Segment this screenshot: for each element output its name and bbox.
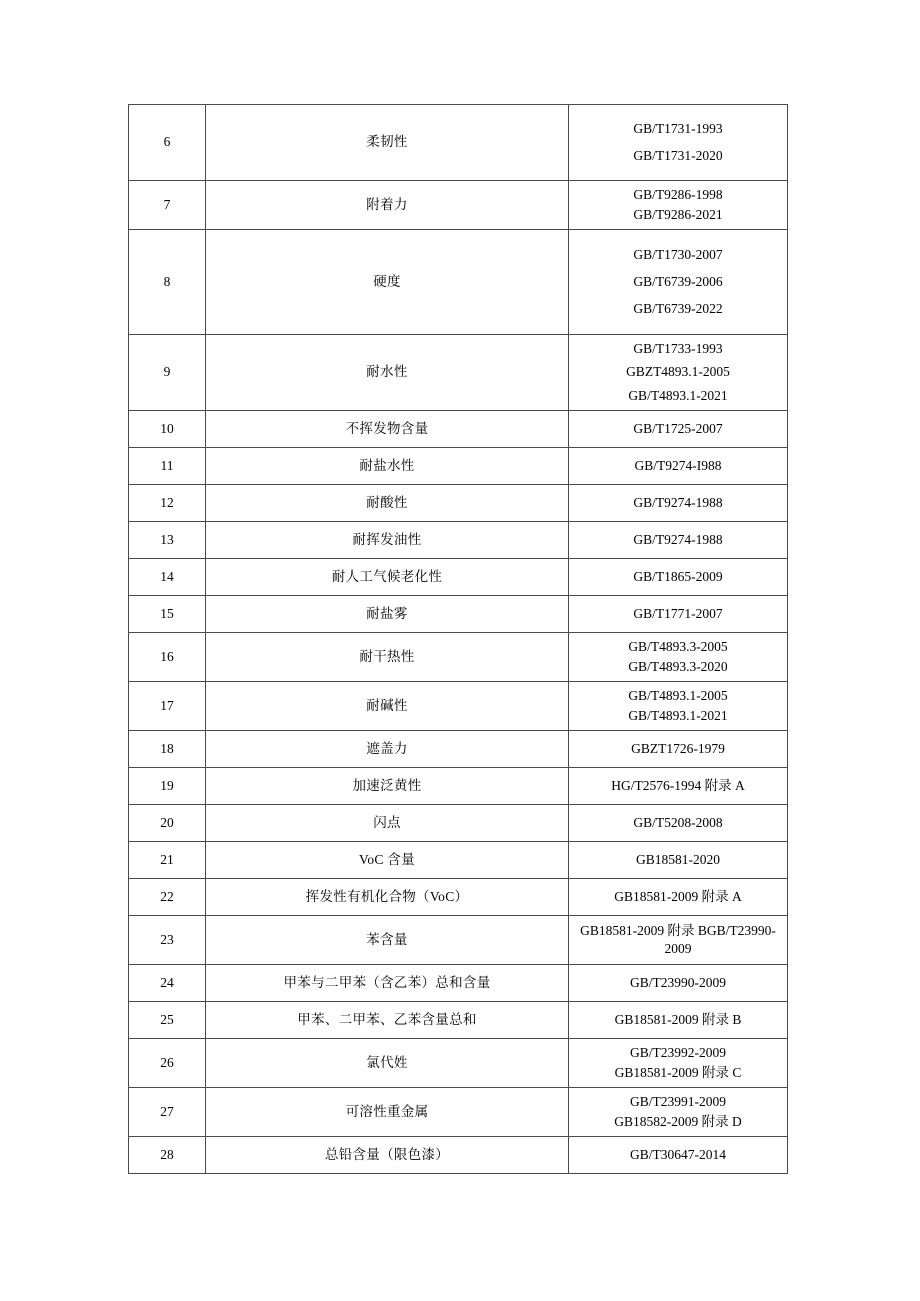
row-index-cell: 23 — [129, 916, 206, 965]
standard-reference: HG/T2576-1994 附录 A — [611, 777, 745, 793]
row-index-cell: 15 — [129, 596, 206, 633]
row-index-cell: 27 — [129, 1088, 206, 1137]
table-row — [129, 411, 788, 448]
table-row — [129, 1088, 788, 1137]
standard-reference: GB/T6739-2022 — [633, 301, 723, 317]
row-index-cell: 7 — [129, 181, 206, 230]
standard-reference-cell — [569, 916, 788, 965]
row-index-cell: 9 — [129, 335, 206, 411]
standard-reference-cell — [569, 485, 788, 522]
standard-reference: GB/T4893.3-2020 — [628, 658, 728, 674]
standard-reference-cell — [569, 522, 788, 559]
standard-reference-cell — [569, 596, 788, 633]
standard-reference: GB/T4893.1-2021 — [628, 387, 728, 403]
row-index-cell: 17 — [129, 682, 206, 731]
standard-reference: GB/T23992-2009 — [630, 1045, 726, 1061]
table-row — [129, 335, 788, 411]
inspection-item-cell: 耐盐水性 — [206, 448, 569, 485]
standard-reference: GB18581-2009 附录 B — [614, 1011, 742, 1027]
standard-reference: GB/T23990-2009 — [630, 974, 726, 990]
table-row — [129, 522, 788, 559]
inspection-item-cell: 闪点 — [206, 805, 569, 842]
inspection-item-cell: 柔韧性 — [206, 105, 569, 181]
row-index-cell: 13 — [129, 522, 206, 559]
standard-reference: GB18581-2009 附录 BGB/T23990-2009 — [580, 922, 776, 956]
row-index-cell: 24 — [129, 965, 206, 1002]
row-index-cell: 18 — [129, 731, 206, 768]
inspection-item-cell: 甲苯、二甲苯、乙苯含量总和 — [206, 1002, 569, 1039]
table-body — [129, 105, 788, 1174]
table-row — [129, 1002, 788, 1039]
inspection-item-cell: 耐干热性 — [206, 633, 569, 682]
standard-reference: GB/T1865-2009 — [633, 568, 723, 584]
test-methods-table — [128, 104, 788, 1174]
standard-reference-cell — [569, 105, 788, 181]
table-row — [129, 1039, 788, 1088]
standard-reference: GB/T6739-2006 — [633, 273, 723, 289]
standard-reference: GB/T4893.1-2005 — [628, 688, 728, 704]
standard-reference: GB/T5208-2008 — [633, 814, 723, 830]
row-index-cell: 10 — [129, 411, 206, 448]
table-row — [129, 1137, 788, 1174]
row-index-cell: 8 — [129, 230, 206, 335]
table-row — [129, 230, 788, 335]
inspection-item-cell: 耐水性 — [206, 335, 569, 411]
standard-reference: GB/T1771-2007 — [633, 605, 723, 621]
standard-reference: GB/T9286-2021 — [633, 206, 723, 222]
standard-reference: GB/T1733-1993 — [633, 341, 723, 357]
standard-reference-cell — [569, 965, 788, 1002]
inspection-item-cell: 不挥发物含量 — [206, 411, 569, 448]
standard-reference: GB/T9286-1998 — [633, 187, 723, 203]
inspection-item-cell: 甲苯与二甲苯（含乙苯）总和含量 — [206, 965, 569, 1002]
table-row — [129, 448, 788, 485]
inspection-item-cell: 硬度 — [206, 230, 569, 335]
standard-reference: GB18582-2009 附录 D — [614, 1113, 742, 1129]
row-index-cell: 26 — [129, 1039, 206, 1088]
inspection-item-cell: 附着力 — [206, 181, 569, 230]
inspection-item-cell: 耐碱性 — [206, 682, 569, 731]
standard-reference: GB18581-2009 附录 A — [614, 888, 742, 904]
standard-reference: GBZT1726-1979 — [631, 740, 725, 756]
table-row — [129, 596, 788, 633]
table-row — [129, 105, 788, 181]
row-index-cell: 6 — [129, 105, 206, 181]
inspection-item-cell: 总铅含量（限色漆） — [206, 1137, 569, 1174]
table-row — [129, 559, 788, 596]
standard-reference-cell — [569, 768, 788, 805]
standard-reference: GB/T9274-1988 — [633, 494, 723, 510]
table-row — [129, 879, 788, 916]
table-row — [129, 485, 788, 522]
table-row — [129, 916, 788, 965]
standard-reference: GB/T1730-2007 — [633, 246, 723, 262]
standard-reference: GB/T1731-1993 — [633, 120, 723, 136]
row-index-cell: 11 — [129, 448, 206, 485]
table-row — [129, 682, 788, 731]
row-index-cell: 22 — [129, 879, 206, 916]
standard-reference: GB18581-2020 — [636, 851, 720, 867]
standard-reference: GB/T1725-2007 — [633, 420, 723, 436]
table-row — [129, 842, 788, 879]
inspection-item-cell: 耐挥发油性 — [206, 522, 569, 559]
row-index-cell: 19 — [129, 768, 206, 805]
inspection-item-cell: 加速泛黄性 — [206, 768, 569, 805]
table-row — [129, 181, 788, 230]
inspection-item-cell: 耐酸性 — [206, 485, 569, 522]
table-row — [129, 805, 788, 842]
row-index-cell: 20 — [129, 805, 206, 842]
standard-reference-cell — [569, 731, 788, 768]
standard-reference-cell — [569, 411, 788, 448]
table-row — [129, 965, 788, 1002]
standard-reference: GB/T9274-I988 — [634, 457, 722, 473]
standard-reference: GB/T4893.1-2021 — [628, 707, 728, 723]
standard-reference-cell — [569, 842, 788, 879]
table-row — [129, 768, 788, 805]
table-row — [129, 633, 788, 682]
standard-reference-cell — [569, 230, 788, 335]
standard-reference-cell — [569, 448, 788, 485]
inspection-item-cell: 苯含量 — [206, 916, 569, 965]
inspection-item-cell: 耐盐雾 — [206, 596, 569, 633]
standard-reference-cell — [569, 1137, 788, 1174]
standard-reference-cell — [569, 559, 788, 596]
inspection-item-cell: 遮盖力 — [206, 731, 569, 768]
standard-reference: GB/T30647-2014 — [630, 1146, 726, 1162]
standard-reference: GB/T9274-1988 — [633, 531, 723, 547]
row-index-cell: 21 — [129, 842, 206, 879]
standard-reference-cell — [569, 1039, 788, 1088]
inspection-item-cell: 氯代姓 — [206, 1039, 569, 1088]
standard-reference: GB/T1731-2020 — [633, 148, 723, 163]
standard-reference: GB/T4893.3-2005 — [628, 639, 728, 655]
inspection-item-cell: 挥发性有机化合物（VoC） — [206, 879, 569, 916]
inspection-item-cell: VoC 含量 — [206, 842, 569, 879]
row-index-cell: 12 — [129, 485, 206, 522]
row-index-cell: 25 — [129, 1002, 206, 1039]
standard-reference-cell — [569, 879, 788, 916]
standard-reference: GBZT4893.1-2005 — [626, 364, 730, 380]
table-row — [129, 731, 788, 768]
inspection-item-cell: 耐人工气候老化性 — [206, 559, 569, 596]
standard-reference-cell — [569, 181, 788, 230]
standard-reference-cell — [569, 335, 788, 411]
standard-reference: GB18581-2009 附录 C — [614, 1064, 742, 1080]
row-index-cell: 28 — [129, 1137, 206, 1174]
standard-reference-cell — [569, 682, 788, 731]
inspection-item-cell: 可溶性重金属 — [206, 1088, 569, 1137]
row-index-cell: 14 — [129, 559, 206, 596]
standard-reference-cell — [569, 1088, 788, 1137]
standard-reference-cell — [569, 805, 788, 842]
row-index-cell: 16 — [129, 633, 206, 682]
standard-reference-cell — [569, 1002, 788, 1039]
standard-reference: GB/T23991-2009 — [630, 1094, 726, 1110]
standard-reference-cell — [569, 633, 788, 682]
